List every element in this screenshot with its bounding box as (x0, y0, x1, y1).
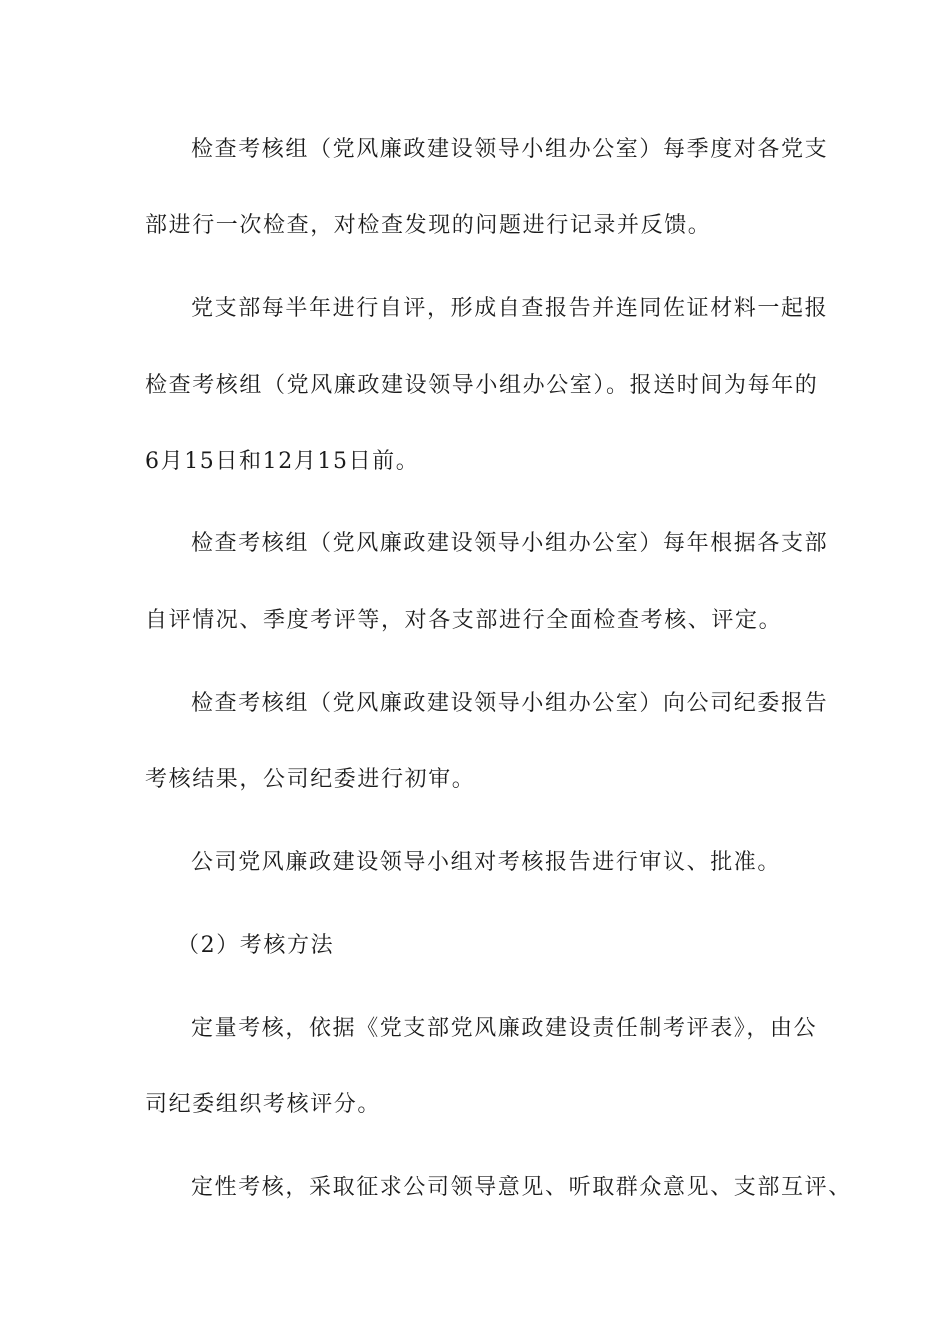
paragraph-8-line-1: 定性考核，采取征求公司领导意见、听取群众意见、支部互评、 (191, 1175, 852, 1200)
paragraph-7-line-1: 定量考核，依据《党支部党风廉政建设责任制考评表》，由公 (191, 1016, 818, 1041)
paragraph-2-line-1: 党支部每半年进行自评，形成自查报告并连同佐证材料一起报 (191, 296, 829, 321)
paragraph-2-line-2: 检查考核组（党风廉政建设领导小组办公室）。报送时间为每年的 (145, 373, 819, 398)
section-heading-assessment-method: （2）考核方法 (177, 933, 335, 958)
paragraph-4-line-2: 考核结果，公司纪委进行初审。 (145, 767, 476, 792)
paragraph-1-line-1: 检查考核组（党风廉政建设领导小组办公室）每季度对各党支 (191, 137, 829, 162)
paragraph-3-line-1: 检查考核组（党风廉政建设领导小组办公室）每年根据各支部 (191, 531, 829, 556)
paragraph-4-line-1: 检查考核组（党风廉政建设领导小组办公室）向公司纪委报告 (191, 691, 829, 716)
paragraph-2-line-3: 6月15日和12月15日前。 (145, 449, 420, 474)
paragraph-3-line-2: 自评情况、季度考评等，对各支部进行全面检查考核、评定。 (145, 608, 783, 633)
paragraph-7-line-2: 司纪委组织考核评分。 (145, 1092, 382, 1117)
paragraph-5-line-1: 公司党风廉政建设领导小组对考核报告进行审议、批准。 (191, 850, 782, 875)
paragraph-1-line-2: 部进行一次检查，对检查发现的问题进行记录并反馈。 (145, 213, 712, 238)
